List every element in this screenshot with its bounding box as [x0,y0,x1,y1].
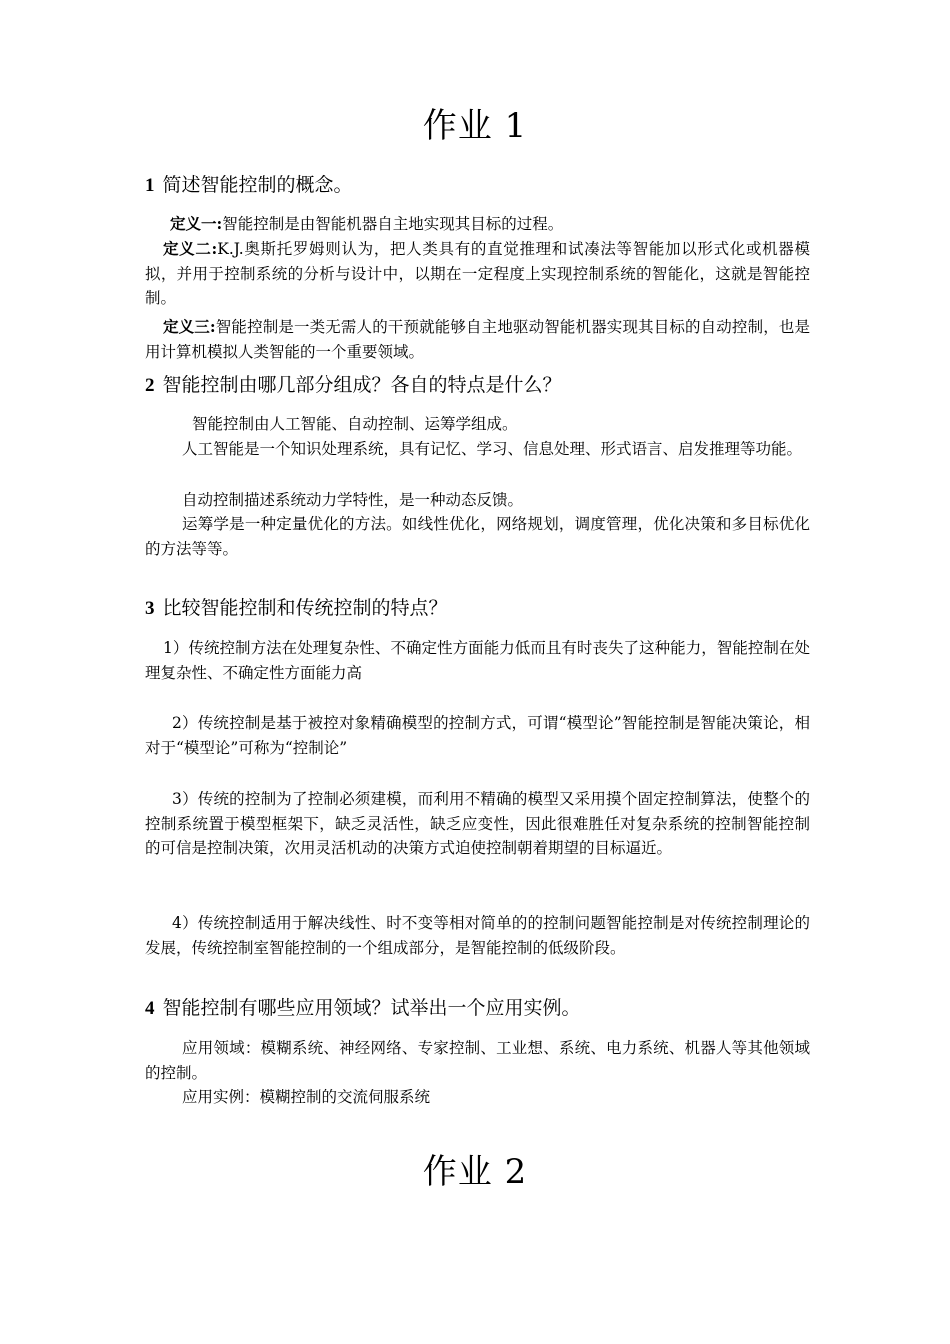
definition-2-text: K.J.奥斯托罗姆则认为，把人类具有的直觉推理和试凑法等智能加以形式化或机器模拟，并用于控制系统的分析与设计中，以期在一定程度上实现控制系统的智能化，这就是智能控制。 [145,240,810,307]
q3-point-4: 4）传统控制适用于解决线性、时不变等相对简单的的控制问题智能控制是对传统控制理论的发展，传统控制室智能控制的一个组成部分，是智能控制的低级阶段。 [145,914,810,957]
definition-2-label: 定义二: [163,239,218,258]
question-4-number: 4 [145,998,155,1019]
question-2-text: 智能控制由哪几部分组成？各自的特点是什么？ [162,374,562,396]
q3-point-2: 2）传统控制是基于被控对象精确模型的控制方式，可谓“模型论”智能控制是智能决策论，相对于“模型论”可称为“控制论” [145,714,810,757]
question-1-text: 简述智能控制的概念。 [162,174,353,196]
q4-application-fields: 应用领域：模糊系统、神经网络、专家控制、工业想、系统、电力系统、机器人等其他领域的控制。 [145,1039,810,1082]
definition-1-label: 定义一: [170,214,223,233]
q4-application-example: 应用实例：模糊控制的交流伺服系统 [182,1088,431,1106]
q2-paragraph-3: 自动控制描述系统动力学特性，是一种动态反馈。 [182,491,524,509]
q2-paragraph-1: 智能控制由人工智能、自动控制、运筹学组成。 [192,415,518,433]
q1-definition-1 [145,212,810,237]
question-4-heading [145,995,825,1022]
definition-3-label: 定义三: [163,317,216,336]
q1-definition-3 [145,315,810,364]
q3-point-1: 1）传统控制方法在处理复杂性、不确定性方面能力低而且有时丧失了这种能力，智能控制在处理复杂性、不确定性方面能力高 [145,639,810,682]
question-2-number: 2 [145,375,155,396]
question-3-number: 3 [145,598,155,619]
question-2-heading [145,372,825,399]
homework-1-title: 作业 1 [422,106,528,146]
q1-definition-2 [145,237,810,311]
question-1-number: 1 [145,175,155,196]
definition-3-text: 智能控制是一类无需人的干预就能够自主地驱动智能机器实现其目标的自动控制，也是用计算机模拟人类智能的一个重要领域。 [145,318,810,361]
q2-paragraph-2: 人工智能是一个知识处理系统，具有记忆、学习、信息处理、形式语言、启发推理等功能。 [182,440,803,458]
homework-2-title: 作业 2 [422,1152,528,1192]
question-1-heading [145,172,825,199]
question-3-heading [145,595,825,622]
question-3-text: 比较智能控制和传统控制的特点？ [162,597,448,619]
definition-1-text: 智能控制是由智能机器自主地实现其目标的过程。 [222,215,564,233]
question-4-text: 智能控制有哪些应用领域？试举出一个应用实例。 [162,997,581,1019]
q3-point-3: 3）传统的控制为了控制必须建模，而利用不精确的模型又采用摸个固定控制算法，使整个的控制系统置于模型框架下，缺乏灵活性，缺乏应变性，因此很难胜任对复杂系统的控制智能控制的可信是控制决策，次用灵活机动的决策方式迫使控制朝着期望的目标逼近。 [145,790,810,857]
q2-paragraph-4: 运筹学是一种定量优化的方法。如线性优化，网络规划，调度管理，优化决策和多目标优化的方法等等。 [145,515,810,558]
